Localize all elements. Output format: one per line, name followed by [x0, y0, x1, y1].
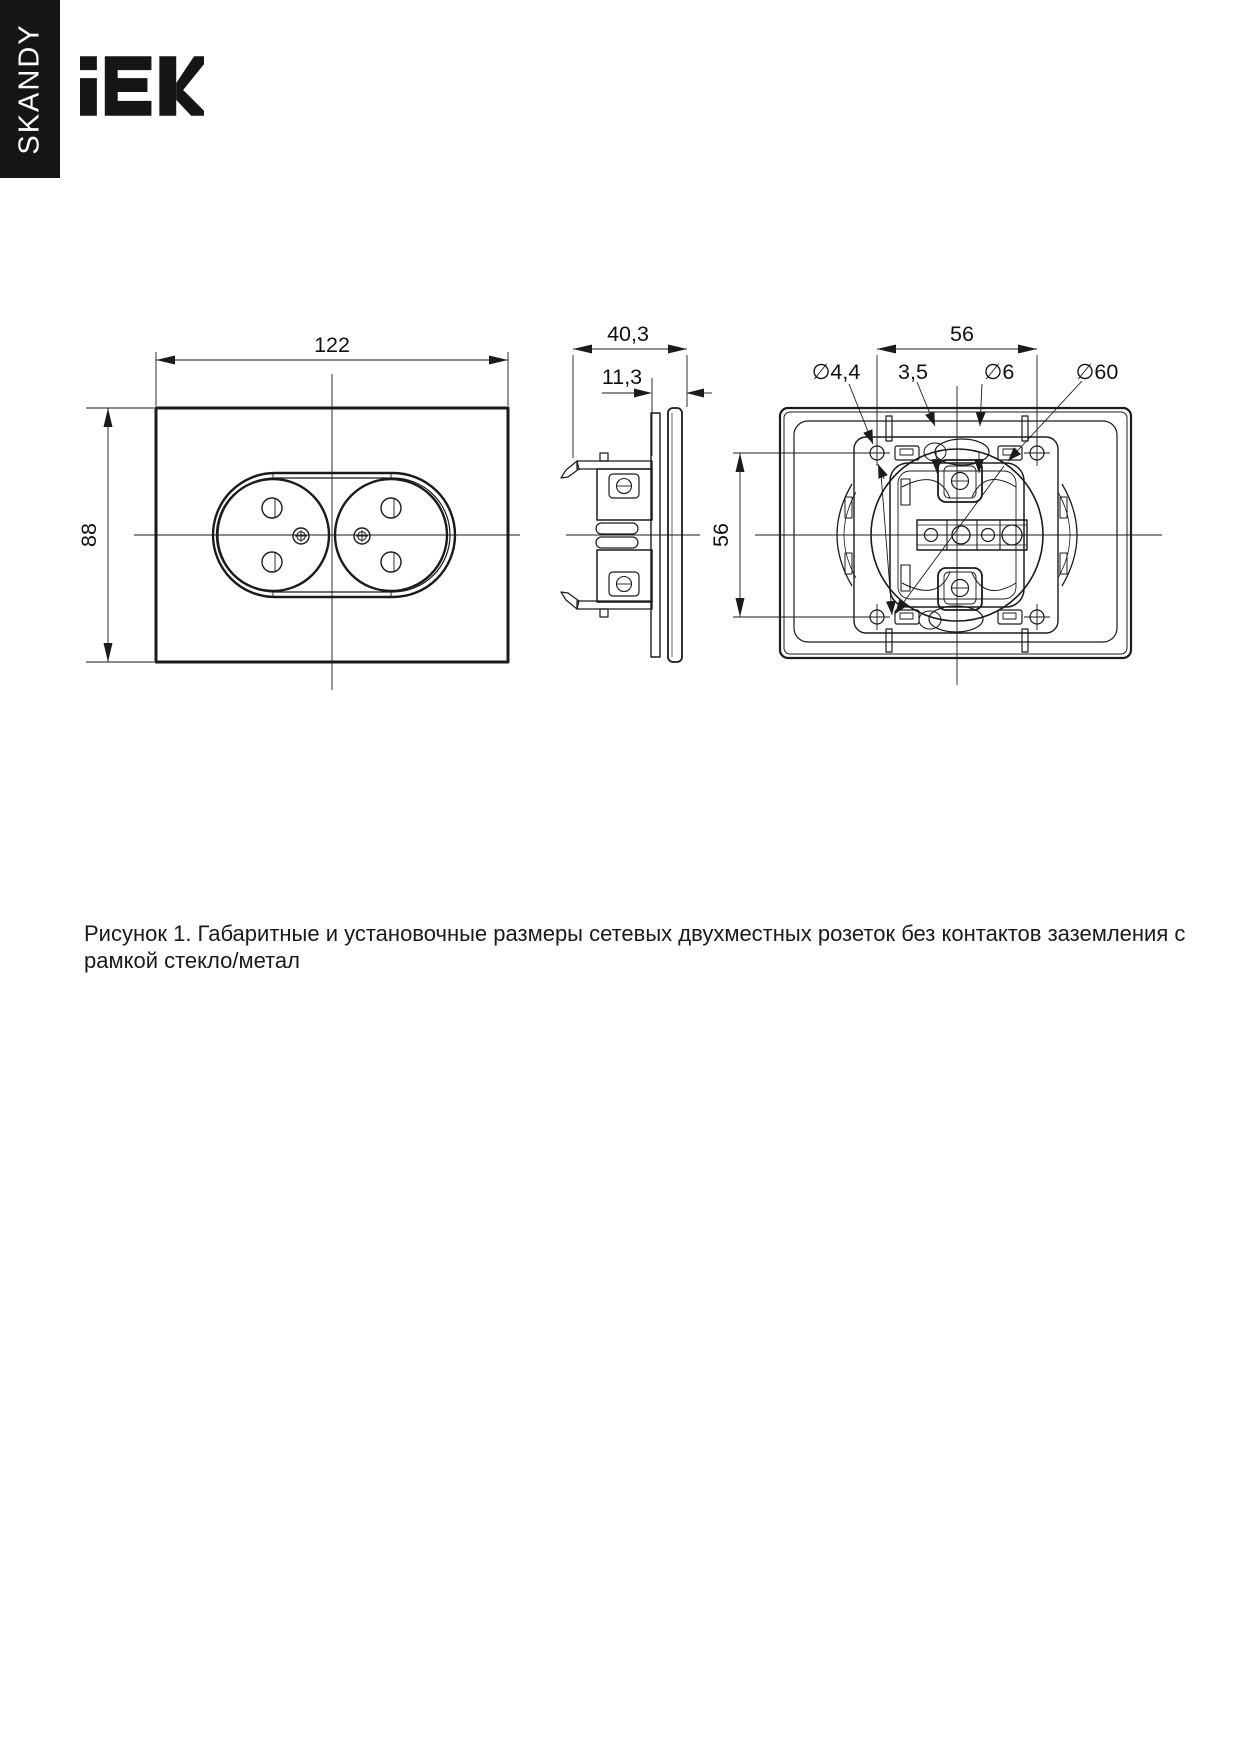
dim-claw-slot-label: 3,5 [898, 360, 928, 384]
dim-cable-hole-label: ∅6 [983, 360, 1015, 384]
dim-side-protrusion [602, 365, 712, 456]
cover-screws [293, 528, 370, 544]
dim-screw-hole-label: ∅4,4 [811, 360, 861, 384]
cable-clamp-bottom [919, 568, 983, 632]
series-label: SKANDY [13, 23, 46, 155]
front-view-drawing [77, 333, 520, 690]
dim-mount-spacing-v-label: 56 [709, 523, 733, 547]
dim-side-protrusion-label: 11,3 [601, 365, 643, 389]
figure-caption [84, 920, 1204, 974]
back-view-drawing [709, 322, 1162, 685]
dimension-drawing [0, 0, 1239, 780]
dim-box-dia-label: ∅60 [1075, 360, 1119, 384]
dim-side-depth-label: 40,3 [607, 322, 649, 346]
dim-front-width-label: 122 [314, 333, 350, 357]
dim-side-depth [573, 322, 687, 458]
figure-caption-line2: рамкой стекло/метал [84, 948, 301, 973]
dim-mount-spacing-h-label: 56 [950, 322, 974, 346]
figure-caption-line1: Рисунок 1. Габаритные и установочные размеры сетевых двухместных розеток без контактов заземления с [84, 921, 1186, 946]
side-view-drawing [561, 322, 712, 662]
dim-front-height-label: 88 [77, 523, 101, 547]
